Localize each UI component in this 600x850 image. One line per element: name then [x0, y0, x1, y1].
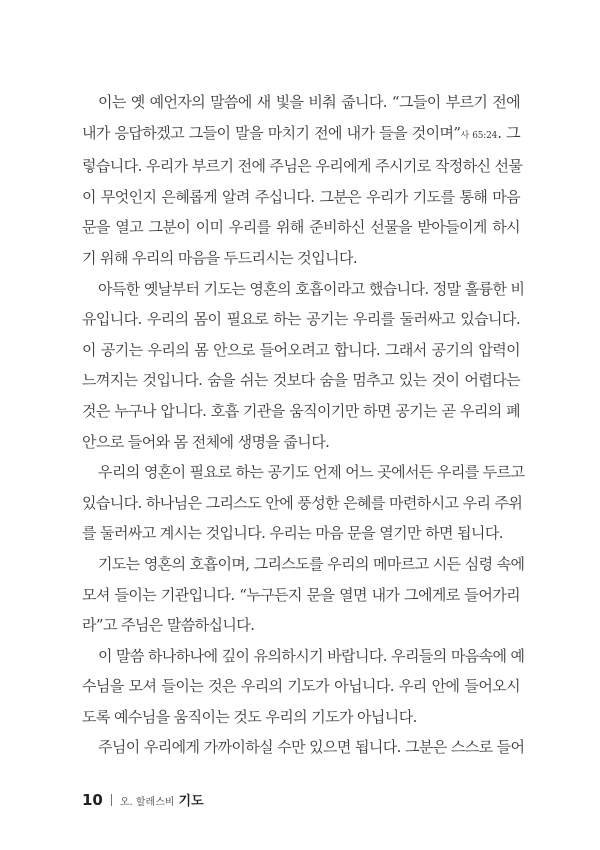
paragraph: [82, 457, 525, 549]
text-line-content: 내가 응답하겠고 그들이 말을 마치기 전에 내가 들을 것이며”: [82, 123, 461, 142]
text-line: 문을 열고 그분이 이미 우리를 위해 준비하신 선물을 받아들이게 하시: [82, 218, 520, 237]
paragraph: [82, 87, 523, 274]
footer-divider: [111, 794, 112, 806]
text-line: 유입니다. 우리의 몸이 필요로 하는 공기는 우리를 둘러싸고 있습니다.: [82, 310, 520, 329]
text-line: 기 위해 우리의 마음을 두드리시는 것입니다.: [82, 248, 358, 267]
text-line: 이 공기는 우리의 몸 안으로 들어오려고 합니다. 그래서 공기의 압력이: [82, 340, 520, 359]
book-title: 기도: [178, 794, 204, 809]
text-line: 안으로 들어와 몸 전체에 생명을 줍니다.: [82, 432, 330, 451]
text-line: [82, 118, 520, 152]
author-name: 오. 할레스비: [119, 797, 175, 808]
paragraph: [82, 274, 525, 458]
scripture-reference: 사 65:24: [460, 130, 498, 141]
text-line: 기도는 영혼의 호흡이며, 그리스도를 우리의 메마르고 시든 심령 속에: [98, 554, 525, 573]
text-line: 아득한 옛날부터 기도는 영혼의 호흡이라고 했습니다. 정말 훌륭한 비: [98, 279, 525, 298]
text-line: 우리의 영혼이 필요로 하는 공기도 언제 어느 곳에서든 우리를 두르고: [98, 463, 525, 482]
text-line: 수님을 모셔 들이는 것은 우리의 기도가 아닙니다. 우리 안에 들어오시: [82, 677, 520, 696]
text-line: 것은 누구나 압니다. 호흡 기관을 움직이기만 하면 공기는 곧 우리의 폐: [82, 401, 520, 420]
text-line: 렇습니다. 우리가 부르기 전에 주님은 우리에게 주시기로 작정하신 선물: [82, 157, 523, 176]
text-line: 느껴지는 것입니다. 숨을 쉬는 것보다 숨을 멈추고 있는 것이 어렵다는: [82, 371, 520, 390]
text-line-tail: . 그: [497, 123, 521, 142]
page-number: 10: [82, 791, 103, 809]
text-line: 모셔 들이는 기관입니다. “누구든지 문을 열면 내가 그에게로 들어가리: [82, 585, 520, 604]
text-line: 있습니다. 하나님은 그리스도 안에 풍성한 은혜를 마련하시고 우리 주위: [82, 493, 523, 512]
text-line: 를 둘러싸고 계시는 것입니다. 우리는 마음 문을 열기만 하면 됩니다.: [82, 524, 503, 543]
text-line: 이는 옛 예언자의 말씀에 새 빛을 비춰 줍니다. “그들이 부르기 전에: [98, 93, 520, 111]
text-line: 이 무엇인지 은혜롭게 알려 주십니다. 그분은 우리가 기도를 통해 마음: [82, 187, 520, 206]
paragraph: [82, 732, 525, 763]
body-text: [82, 87, 525, 763]
text-line: 이 말씀 하나하나에 깊이 유의하시기 바랍니다. 우리들의 마음속에 예: [98, 646, 525, 665]
paragraph: [82, 549, 525, 641]
text-line: 라”고 주님은 말씀하십니다.: [82, 616, 255, 635]
text-line: 도록 예수님을 움직이는 것도 우리의 기도가 아닙니다.: [82, 707, 417, 726]
paragraph: [82, 641, 525, 733]
page-footer: [82, 790, 204, 809]
text-line: 주님이 우리에게 가까이하실 수만 있으면 됩니다. 그분은 스스로 들어: [98, 738, 525, 757]
